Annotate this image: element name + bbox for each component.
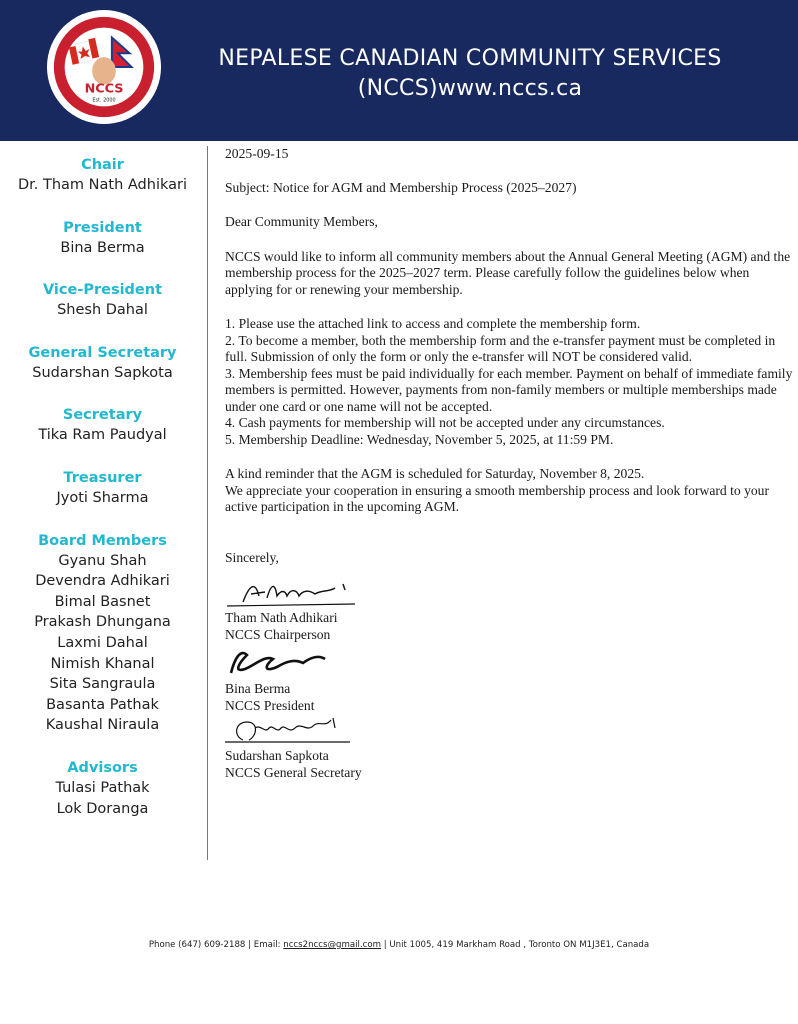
sidebar-group-secretary [0,405,205,446]
sidebar-group-treasurer [0,468,205,509]
member-name: Devendra Adhikari [35,573,170,590]
member-name: Gyanu Shah [58,552,147,569]
member-name: Kaushal Niraula [45,717,160,734]
footer-address: | Unit 1005, 419 Markham Road , Toronto ON M1J3E1, Canada [381,940,650,950]
contact-footer [0,940,798,950]
signatory-title: NCCS Chairperson [225,626,331,642]
letter-intro: NCCS would like to inform all community members about the Annual General Meeting (AGM) and the membership process for the 2025–2027 term. Please carefully follow the guidelines below when applying for or renewing your membership. [225,248,791,297]
signatory-general-secretary [225,714,793,781]
guideline-item: 4. Cash payments for membership will not be accepted under any circumstances. [225,415,665,430]
general-secretary-signature [225,714,375,748]
nccs-logo [45,8,163,126]
sidebar-group-board-members [0,531,205,736]
logo-wordmark: NCCS [84,81,124,97]
member-name: Lok Doranga [56,800,149,817]
guideline-item: 5. Membership Deadline: Wednesday, November 5, 2025, at 11:59 PM. [225,431,614,447]
signatory-title: NCCS General Secretary [225,764,362,780]
letter-subject: Subject: Notice for AGM and Membership Process (2025–2027) [225,179,577,195]
member-name: Jyoti Sharma [56,489,149,506]
member-name: Dr. Tham Nath Adhikari [17,177,187,193]
sidebar-group-president [0,218,205,259]
president-signature [225,643,375,681]
signatory-president [225,643,793,714]
sidebar-group-chair [0,155,205,196]
org-name-line2: (NCCS)www.nccs.ca [357,76,583,101]
sidebar-group-advisors [0,758,205,819]
member-name: Bina Berma [60,239,145,256]
signatory-name: Bina Berma [225,681,291,696]
vertical-divider [207,146,208,860]
footer-email-label: | Email: [245,940,284,950]
signatory-name: Tham Nath Adhikari [225,610,338,625]
role-heading: Chair [81,157,124,173]
role-heading: Secretary [62,407,143,424]
member-name: Nimish Khanal [50,655,155,672]
executive-sidebar [0,155,205,841]
letter-salutation: Dear Community Members, [225,214,378,229]
member-name: Basanta Pathak [46,696,159,713]
footer-email-link[interactable]: nccs2nccs@gmail.com [283,940,382,950]
letter-date: 2025-09-15 [225,146,289,161]
footer-phone: Phone (647) 609-2188 [148,940,246,950]
sidebar-group-general-secretary [0,343,205,384]
agm-reminder: A kind reminder that the AGM is scheduled for Saturday, November 8, 2025. [225,466,645,481]
signatory-title: NCCS President [225,697,315,713]
role-heading: Treasurer [63,469,142,486]
letterhead-banner [0,0,798,141]
role-heading: General Secretary [28,344,177,361]
chair-signature [225,566,375,610]
letter-closing: Sincerely, [225,549,279,565]
role-heading: Board Members [38,532,167,549]
organization-name [200,44,740,104]
guideline-item: 3. Membership fees must be paid individually for each member. Payment on behalf of immediate family members is permitted. However, payments from non-family members or multiple memberships made under one card or one name will not be accepted. [225,365,793,414]
member-name: Tulasi Pathak [55,779,150,796]
letter-body [225,146,793,781]
member-name: Prakash Dhungana [34,614,171,631]
org-name-line1: NEPALESE CANADIAN COMMUNITY SERVICES [218,46,722,71]
guideline-item: 1. Please use the attached link to access and complete the membership form. [225,316,641,331]
role-heading: Advisors [67,759,138,776]
member-name: Sudarshan Sapkota [32,364,173,381]
appreciation-note: We appreciate your cooperation in ensuring a smooth membership process and look forward to your active participation in the upcoming AGM. [225,482,770,514]
sidebar-group-vice-president [0,280,205,321]
member-name: Tika Ram Paudyal [38,427,167,444]
member-name: Bimal Basnet [54,593,151,610]
role-heading: Vice-President [42,282,163,299]
member-name: Laxmi Dahal [57,634,148,651]
signatory-chair [225,566,793,643]
guideline-item: 2. To become a member, both the membership form and the e-transfer payment must be completed in full. Submission of only the form or only the e-transfer will NOT be considered valid. [225,332,776,364]
member-name: Sita Sangraula [49,676,156,693]
logo-est: Est. 2000 [92,97,116,104]
role-heading: President [63,219,142,236]
member-name: Shesh Dahal [57,302,148,319]
signatory-name: Sudarshan Sapkota [225,748,329,763]
